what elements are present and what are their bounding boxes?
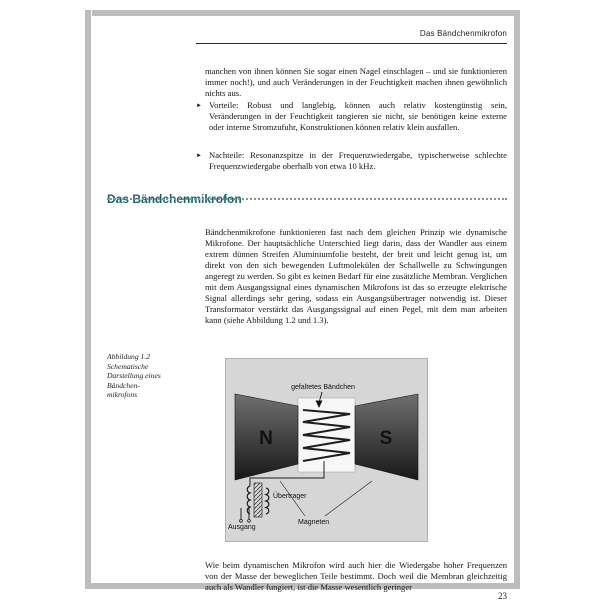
- page-edge-left: [85, 10, 91, 589]
- section-body-paragraph: Bändchenmikrofone funktionieren fast nach dem gleichen Prinzip wie dynamische Mikrofone. Der hauptsächliche Unterschied liegt darin, dass der Wandler aus einem extrem dünnen Streifen Aluminiumfolie besteht, der breit und leicht genug ist, um direkt von den sich bewegenden Luftmolekülen der Schallwelle zu Schwingungen angeregt zu werden. So gibt es keinen Bedarf für eine zusätzliche Membran. Verglichen mit dem Ausgangssignal eines dynamischen Mikrofons ist das so erzeugte elektrische Signal allerdings sehr gering, sodass ein Ausgangsübertrager notwendig ist. Dieser Transformator verstärkt das Ausgangssignal auf einen Pegel, mit dem man arbeiten kann (siehe Abbildung 1.2 und 1.3).: [205, 226, 507, 325]
- section-dotted-rule: [107, 198, 507, 200]
- header-rule: [196, 43, 507, 44]
- bullet-item-vorteile: [196, 100, 507, 133]
- label-transformer: Übertrager: [273, 493, 307, 500]
- caption-line: Schematische: [107, 361, 149, 371]
- bullet-marker-icon: ►: [196, 153, 202, 159]
- bullet-text: Nachteile: Resonanzspitze in der Frequenzwiedergabe, typischerweise schlechte Frequenzwiedergabe oberhalb von etwa 10 kHz.: [209, 150, 507, 171]
- caption-line: Bändchen-: [107, 380, 140, 390]
- ribbon-microphone-diagram: [225, 358, 428, 542]
- bullet-text: Vorteile: Robust und langlebig, können auch relativ kostengünstig sein, Veränderungen in der Feuchtigkeit tangieren sie nicht, sie benötigen keine externe oder interne Stromzufuhr, Konstruktionen können relativ klein ausfallen.: [209, 100, 507, 132]
- intro-paragraph: manchen von ihnen können Sie sogar einen Nagel einschlagen – und sie funktionieren immer noch!), und auch Veränderungen in der Feuchtigkeit machen ihnen gewöhnlich nichts aus.: [205, 65, 507, 98]
- label-output: Ausgang: [228, 524, 256, 531]
- label-ribbon: gefaltetes Bändchen: [291, 384, 355, 391]
- label-pole-s: S: [379, 428, 393, 449]
- figure-caption: [107, 352, 193, 400]
- running-header: Das Bändchenmikrofon: [419, 29, 507, 38]
- caption-line: Darstellung eines: [107, 371, 161, 381]
- caption-line: Abbildung 1.2: [107, 352, 151, 361]
- caption-line: mikrofons: [107, 390, 138, 400]
- page-edge-top: [92, 10, 517, 16]
- closing-paragraph: Wie beim dynamischen Mikrofon wird auch hier die Wiedergabe hoher Frequenzen von der Masse der beweglichen Teile bestimmt. Doch weil die Membran gleichzeitig auch als Wandler fungiert, ist die Masse wesentlich geringer: [205, 559, 507, 592]
- section-title: Das Bändchenmikrofon: [107, 191, 242, 206]
- bullet-marker-icon: ►: [196, 103, 202, 109]
- label-pole-n: N: [259, 428, 273, 449]
- label-magnets: Magneten: [298, 519, 330, 526]
- transformer-core: [254, 483, 262, 517]
- page-edge-right: [514, 10, 520, 589]
- page-number: 23: [498, 591, 507, 600]
- bullet-item-nachteile: [196, 150, 507, 172]
